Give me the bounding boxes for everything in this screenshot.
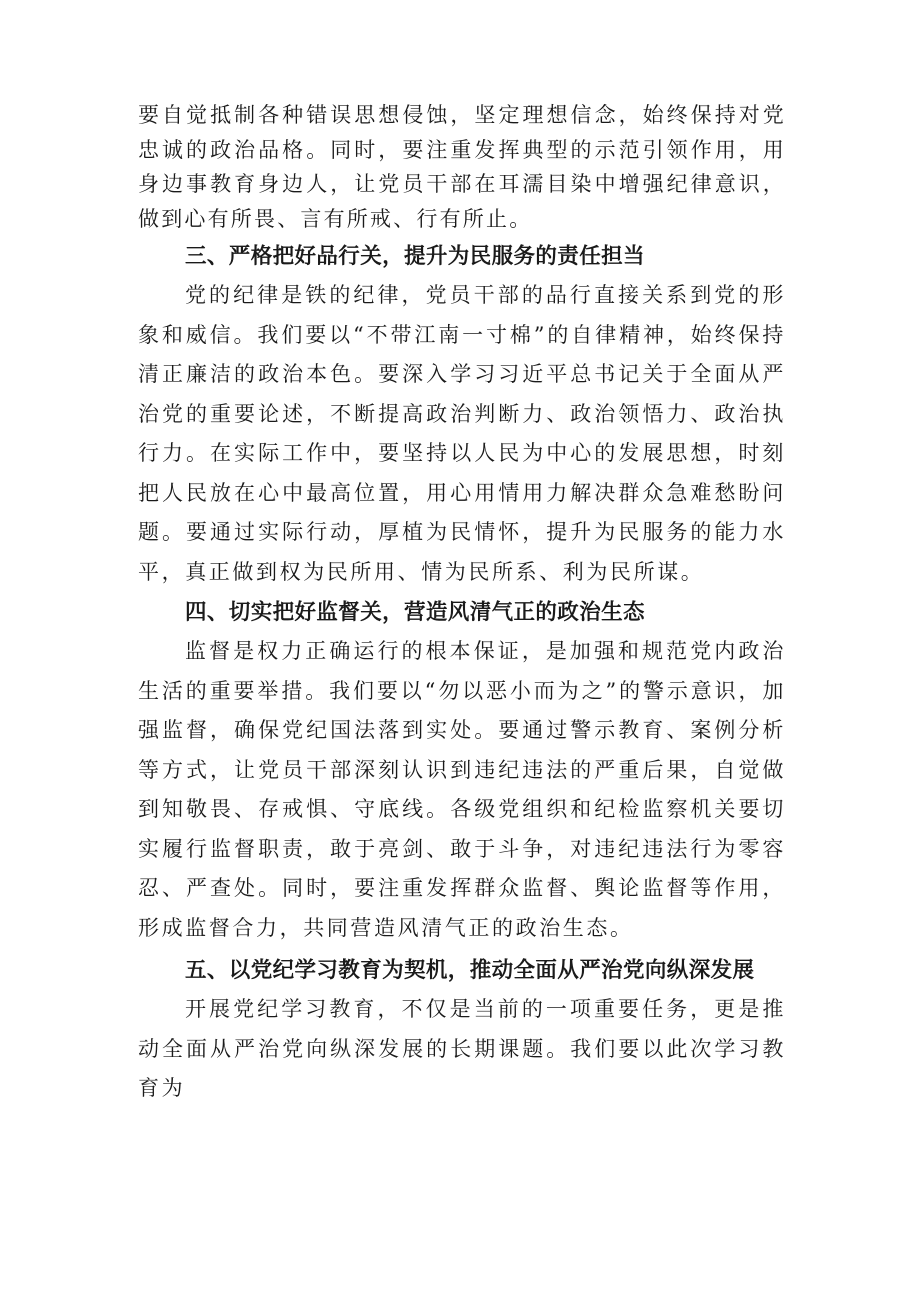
intro-paragraph: 要自觉抵制各种错误思想侵蚀，坚定理想信念，始终保持对党忠诚的政治品格。同时，要注重发挥典型的示范引领作用，用身边事教育身边人，让党员干部在耳濡目染中增强纪律意识，做到心有所畏、言有所戒、行有所止。 [138,103,786,231]
document-body [138,98,786,1109]
section-heading-3: 三、严格把好品行关，提升为民服务的责任担当 [185,244,645,269]
section-paragraph-4: 监督是权力正确运行的根本保证，是加强和规范党内政治生活的重要举措。我们要以“勿以恶小而为之”的警示意识，加强监督，确保党纪国法落到实处。要通过警示教育、案例分析等方式，让党员干部深刻认识到违纪违法的严重后果，自觉做到知敬畏、存戒惧、守底线。各级党组织和纪检监察机关要切实履行监督职责，敢于亮剑、敢于斗争，对违纪违法行为零容忍、严查处。同时，要注重发挥群众监督、舆论监督等作用，形成监督合力，共同营造风清气正的政治生态。 [138,639,786,940]
section-heading-5: 五、以党纪学习教育为契机，推动全面从严治党向纵深发展 [185,958,755,983]
section-heading-4: 四、切实把好监督关，营造风清气正的政治生态 [185,600,645,625]
section-paragraph-3: 党的纪律是铁的纪律，党员干部的品行直接关系到党的形象和威信。我们要以“不带江南一寸棉”的自律精神，始终保持清正廉洁的政治本色。要深入学习习近平总书记关于全面从严治党的重要论述，不断提高政治判断力、政治领悟力、政治执行力。在实际工作中，要坚持以人民为中心的发展思想，时刻把人民放在心中最高位置，用心用情用力解决群众急难愁盼问题。要通过实际行动，厚植为民情怀，提升为民服务的能力水平，真正做到权为民所用、情为民所系、利为民所谋。 [138,283,786,584]
section-paragraph-5: 开展党纪学习教育，不仅是当前的一项重要任务，更是推动全面从严治党向纵深发展的长期课题。我们要以此次学习教育为 [138,997,786,1100]
